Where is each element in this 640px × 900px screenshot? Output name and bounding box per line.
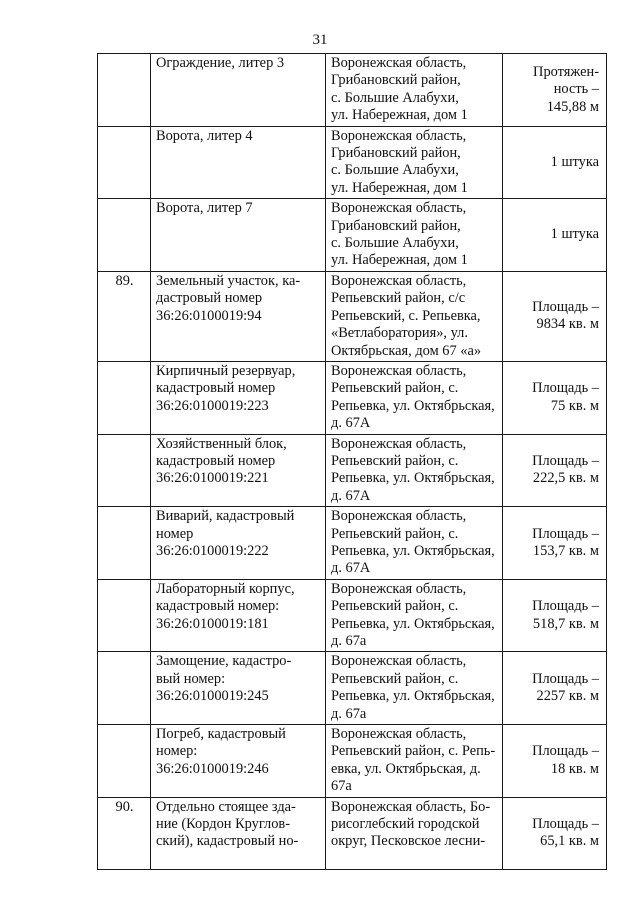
table-row — [98, 507, 607, 580]
object-measure-line: Площадь – — [532, 670, 599, 687]
object-name-line: ский), кадастровый но- — [156, 833, 299, 850]
object-measure-line: 9834 кв. м — [536, 316, 599, 333]
object-name-line: Ограждение, литер 3 — [156, 55, 285, 71]
object-name-line: 36:26:0100019:245 — [156, 688, 269, 705]
object-address-line: «Ветлаборатория», ул. — [331, 325, 468, 342]
object-address — [326, 725, 503, 798]
object-address-line: Воронежская область, — [331, 435, 467, 452]
item-number — [98, 126, 151, 199]
object-name-line: Отдельно стоящее зда- — [156, 798, 296, 815]
object-name — [151, 579, 326, 652]
object-address-line: ул. Набережная, дом 1 — [331, 179, 468, 196]
object-address-line: д. 67а — [331, 705, 367, 722]
object-address-line: Воронежская область, — [331, 127, 467, 144]
object-address-line: округ, Песковское лесни- — [331, 833, 486, 850]
object-measure-line: 18 кв. м — [550, 760, 599, 777]
object-name-line: Кирпичный резервуар, — [156, 362, 296, 379]
object-address-line: Октябрьская, дом 67 «а» — [331, 342, 482, 359]
object-address — [326, 579, 503, 652]
object-name-line: номер: — [156, 743, 198, 760]
item-number — [98, 725, 151, 798]
object-measure-line: 65,1 кв. м — [540, 833, 599, 850]
object-address-line: Воронежская область, — [331, 55, 467, 71]
item-number — [98, 361, 151, 434]
object-name-line: вый номер: — [156, 670, 226, 687]
object-address-line: Грибановский район, — [331, 217, 461, 234]
object-address-line: 67а — [331, 778, 352, 795]
object-measure — [503, 725, 607, 798]
object-address — [326, 507, 503, 580]
object-measure-line: Площадь – — [532, 598, 599, 615]
object-name-line: дастровый номер — [156, 290, 263, 307]
object-name-line: 36:26:0100019:223 — [156, 397, 269, 414]
object-measure-line: Площадь – — [532, 380, 599, 397]
item-number — [98, 199, 151, 272]
object-measure-line: Площадь – — [532, 452, 599, 469]
object-measure-line: 145,88 м — [546, 98, 599, 115]
object-name-line: Ворота, литер 4 — [156, 127, 253, 144]
object-measure-line: 153,7 кв. м — [532, 542, 599, 559]
object-address-line: Воронежская область, — [331, 653, 467, 670]
object-measure — [503, 54, 607, 127]
object-address-line: Репьевка, ул. Октябрьская, — [331, 688, 495, 705]
object-measure — [503, 579, 607, 652]
object-measure-line: ность – — [553, 81, 599, 98]
object-name-line: Погреб, кадастровый — [156, 726, 286, 743]
object-measure-line: Площадь – — [532, 743, 599, 760]
item-number — [98, 434, 151, 507]
object-name-line: номер — [156, 525, 194, 542]
object-address-line: Грибановский район, — [331, 72, 461, 89]
object-measure — [503, 507, 607, 580]
object-measure-line: 1 штука — [550, 153, 599, 170]
object-name-line: Ворота, литер 7 — [156, 200, 253, 217]
object-address-line: с. Большие Алабухи, — [331, 235, 459, 252]
item-number — [98, 507, 151, 580]
table-row — [98, 126, 607, 199]
object-measure — [503, 271, 607, 361]
object-address-line: Репьевский район, с. — [331, 598, 459, 615]
object-address — [326, 797, 503, 869]
object-address-line: Репьевка, ул. Октябрьская, — [331, 615, 495, 632]
object-measure-line: Протяжен- — [533, 63, 599, 80]
object-address-line: с. Большие Алабухи, — [331, 89, 459, 106]
property-table — [97, 53, 607, 870]
object-measure-line: 75 кв. м — [550, 397, 599, 414]
object-measure — [503, 199, 607, 272]
table-row — [98, 271, 607, 361]
object-address-line: ул. Набережная, дом 1 — [331, 107, 468, 124]
object-name-line: 36:26:0100019:221 — [156, 470, 269, 487]
object-name-line: кадастровый номер — [156, 452, 276, 469]
object-measure-line: Площадь – — [532, 525, 599, 542]
object-name-line: 36:26:0100019:181 — [156, 615, 269, 632]
object-address-line: Репьевский, с. Репьевка, — [331, 307, 481, 324]
table-row — [98, 725, 607, 798]
object-address-line: Воронежская область, — [331, 508, 467, 525]
object-address-line: с. Большие Алабухи, — [331, 162, 459, 179]
table-row — [98, 652, 607, 725]
object-name — [151, 507, 326, 580]
object-address — [326, 652, 503, 725]
object-address-line: Грибановский район, — [331, 145, 461, 162]
object-name — [151, 199, 326, 272]
object-measure — [503, 361, 607, 434]
object-address — [326, 434, 503, 507]
object-measure — [503, 434, 607, 507]
object-measure-line: 2257 кв. м — [536, 688, 599, 705]
object-measure — [503, 652, 607, 725]
item-number: 90. — [98, 797, 151, 869]
object-name — [151, 271, 326, 361]
item-number — [98, 54, 151, 127]
object-measure-line: 518,7 кв. м — [532, 615, 599, 632]
object-address-line: ул. Набережная, дом 1 — [331, 252, 468, 269]
object-measure — [503, 797, 607, 869]
object-address — [326, 361, 503, 434]
object-name-line: 36:26:0100019:246 — [156, 760, 269, 777]
object-name-line: Замощение, кадастро- — [156, 653, 292, 670]
object-address-line: Репьевский район, с. — [331, 670, 459, 687]
object-name-line: Хозяйственный блок, — [156, 435, 287, 452]
object-address — [326, 271, 503, 361]
object-name-line: ние (Кордон Круглов- — [156, 816, 291, 833]
object-measure-line: 1 штука — [550, 226, 599, 243]
object-measure — [503, 126, 607, 199]
object-address-line: Воронежская область, Бо- — [331, 798, 491, 815]
page-number: 31 — [312, 32, 328, 48]
object-address — [326, 126, 503, 199]
item-number: 89. — [98, 271, 151, 361]
object-address-line: Воронежская область, — [331, 200, 467, 217]
object-name-line: Земельный участок, ка- — [156, 272, 301, 289]
table-body — [98, 54, 607, 870]
object-address-line: Репьевский район, с/с — [331, 290, 466, 307]
object-address-line: Репьевский район, с. Репь- — [331, 743, 496, 760]
object-address-line: Репьевка, ул. Октябрьская, — [331, 470, 495, 487]
table-row — [98, 434, 607, 507]
object-measure-line: Площадь – — [532, 815, 599, 832]
object-name — [151, 54, 326, 127]
object-name-line: 36:26:0100019:222 — [156, 542, 269, 559]
object-address-line: д. 67А — [331, 487, 371, 504]
object-address-line: Воронежская область, — [331, 272, 467, 289]
object-name-line: 36:26:0100019:94 — [156, 307, 262, 324]
object-measure-line: 222,5 кв. м — [532, 470, 599, 487]
object-address-line: Воронежская область, — [331, 580, 467, 597]
object-address-line: Воронежская область, — [331, 726, 467, 743]
object-address-line: евка, ул. Октябрьская, д. — [331, 760, 481, 777]
object-address-line: Воронежская область, — [331, 362, 467, 379]
object-address-line: д. 67А — [331, 415, 371, 432]
object-name-line: Лабораторный корпус, — [156, 580, 295, 597]
object-address-line: Репьевский район, с. — [331, 452, 459, 469]
item-number — [98, 652, 151, 725]
object-name — [151, 126, 326, 199]
object-name-line: кадастровый номер: — [156, 598, 280, 615]
table-row — [98, 54, 607, 127]
table-row — [98, 199, 607, 272]
object-address-line: Репьевка, ул. Октябрьская, — [331, 542, 495, 559]
table-row — [98, 579, 607, 652]
object-address-line: Репьевский район, с. — [331, 525, 459, 542]
object-name — [151, 434, 326, 507]
table-row — [98, 361, 607, 434]
object-address-line: рисоглебский городской — [331, 816, 480, 833]
object-address-line: д. 67а — [331, 633, 367, 649]
object-name — [151, 725, 326, 798]
table-row — [98, 797, 607, 869]
object-address-line: д. 67А — [331, 560, 371, 577]
object-name-line: кадастровый номер — [156, 380, 276, 397]
object-address-line: Репьевский район, с. — [331, 380, 459, 397]
object-name — [151, 652, 326, 725]
object-measure-line: Площадь – — [532, 298, 599, 315]
object-address — [326, 199, 503, 272]
item-number — [98, 579, 151, 652]
object-name-line: Виварий, кадастровый — [156, 508, 295, 525]
object-name — [151, 797, 326, 869]
object-address-line: Репьевка, ул. Октябрьская, — [331, 397, 495, 414]
object-name — [151, 361, 326, 434]
object-address — [326, 54, 503, 127]
